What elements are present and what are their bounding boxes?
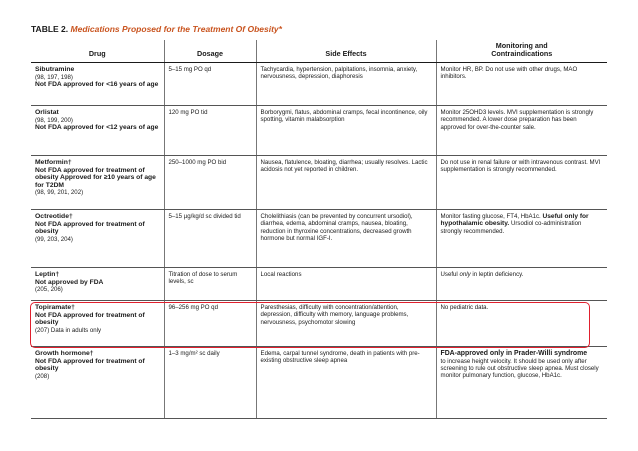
table-row — [31, 209, 607, 267]
medications-table — [31, 40, 607, 419]
drug-name: Octreotide† — [35, 212, 73, 220]
header-drug: Drug — [31, 40, 164, 62]
side-effects-cell: Tachycardia, hypertension, palpitations, insomnia, anxiety, nervousness, depression, diaphoresis — [256, 62, 436, 105]
header-monitoring-line1: Monitoring and — [495, 41, 548, 50]
table-row — [31, 300, 607, 346]
drug-references: (208) — [35, 372, 50, 380]
header-row — [31, 40, 607, 62]
drug-cell — [31, 155, 164, 209]
monitoring-emphasis: only — [459, 270, 471, 278]
drug-references: (98, 199, 200) — [35, 116, 73, 124]
drug-cell — [31, 300, 164, 346]
monitoring-emphasis: Useful only for hypothalamic obesity. — [440, 212, 589, 228]
fda-status: Not approved by FDA — [35, 278, 104, 286]
drug-cell — [31, 209, 164, 267]
monitoring-text: Useful — [440, 270, 458, 278]
monitoring-emphasis: FDA-approved only in Prader-Willi syndrome — [440, 349, 588, 357]
drug-cell — [31, 346, 164, 418]
monitoring-cell — [436, 346, 607, 418]
table-row — [31, 105, 607, 155]
monitoring-text: to increase height velocity. It should be used only after screening to rule out obstructive sleep apnea. Must closely monitor pulmonary function, glucose, HbA1c. — [440, 357, 599, 380]
fda-status: Not FDA approved for treatment of obesity — [35, 357, 145, 373]
monitoring-cell — [436, 209, 607, 267]
monitoring-text: Ursodiol co-administration strongly recommended. — [440, 220, 582, 235]
side-effects-cell: Local reactions — [256, 267, 436, 300]
dosage-cell: 1–3 mg/m² sc daily — [164, 346, 256, 418]
monitoring-cell: Monitor HR, BP. Do not use with other drugs, MAO inhibitors. — [436, 62, 607, 105]
drug-references: (98, 197, 198) — [35, 73, 73, 81]
dosage-cell: 250–1000 mg PO bid — [164, 155, 256, 209]
drug-name: Growth hormone† — [35, 349, 94, 357]
header-dosage: Dosage — [164, 40, 256, 62]
table-row — [31, 267, 607, 300]
drug-references: (207) Data in adults only — [35, 326, 102, 334]
dosage-cell: Titration of dose to serum levels, sc — [164, 267, 256, 300]
drug-cell — [31, 105, 164, 155]
monitoring-text: Monitor fasting glucose, FT4, HbA1c. — [440, 212, 541, 220]
table-row — [31, 155, 607, 209]
fda-status: Not FDA approved for <16 years of age — [35, 81, 159, 89]
side-effects-cell: Paresthesias, difficulty with concentration/attention, depression, difficulty with memory, language problems, nervousness, psychomotor slowing — [256, 300, 436, 346]
side-effects-cell: Borborygmi, flatus, abdominal cramps, fecal incontinence, oily spotting, vitamin malabsorption — [256, 105, 436, 155]
header-monitoring — [436, 40, 607, 62]
fda-status: Not FDA approved for treatment of obesity — [35, 311, 145, 327]
table-caption: Medications Proposed for the Treatment Of Obesity* — [70, 24, 282, 34]
monitoring-text: in leptin deficiency. — [472, 270, 524, 278]
drug-name: Sibutramine — [35, 65, 75, 73]
monitoring-cell — [436, 267, 607, 300]
drug-name: Leptin† — [35, 270, 60, 278]
header-side-effects: Side Effects — [256, 40, 436, 62]
side-effects-cell: Cholelithiasis (can be prevented by concurrent ursodiol), diarrhea, edema, abdominal cramps, nausea, bloating, reduction in thyroxine concentrations, decreased growth hormone but normal IGF-I. — [256, 209, 436, 267]
dosage-cell: 120 mg PO tid — [164, 105, 256, 155]
dosage-cell: 96–256 mg PO qd — [164, 300, 256, 346]
fda-status: Not FDA approved for treatment of obesity — [35, 220, 145, 236]
drug-cell — [31, 62, 164, 105]
drug-references: (99, 203, 204) — [35, 235, 73, 243]
drug-name: Orlistat — [35, 108, 59, 116]
drug-name: Metformin† — [35, 158, 72, 166]
side-effects-cell: Edema, carpal tunnel syndrome, death in patients with pre-existing obstructive sleep apnea — [256, 346, 436, 418]
header-monitoring-line2: Contraindications — [491, 49, 553, 59]
monitoring-cell: No pediatric data. — [436, 300, 607, 346]
monitoring-cell: Do not use in renal failure or with intravenous contrast. MVI supplementation is strongly recommended. — [436, 155, 607, 209]
table-number: TABLE 2. — [31, 24, 69, 34]
drug-references: (205, 206) — [35, 286, 63, 294]
table-row — [31, 62, 607, 105]
fda-status: Not FDA approved for treatment of obesity Approved for ≥10 years of age for T2DM — [35, 166, 156, 189]
table-title — [31, 24, 282, 34]
side-effects-cell: Nausea, flatulence, bloating, diarrhea; usually resolves. Lactic acidosis not yet reported in children. — [256, 155, 436, 209]
table-row — [31, 346, 607, 418]
drug-cell — [31, 267, 164, 300]
fda-status: Not FDA approved for <12 years of age — [35, 124, 159, 132]
drug-references: (98, 99, 201, 202) — [35, 189, 84, 197]
drug-name: Topiramate† — [35, 303, 75, 311]
monitoring-cell: Monitor 25OHD3 levels. MVI supplementation is strongly recommended. A lower dose preparation has been approved for over-the-counter sale. — [436, 105, 607, 155]
dosage-cell: 5–15 mg PO qd — [164, 62, 256, 105]
dosage-cell: 5–15 µg/kg/d sc divided tid — [164, 209, 256, 267]
